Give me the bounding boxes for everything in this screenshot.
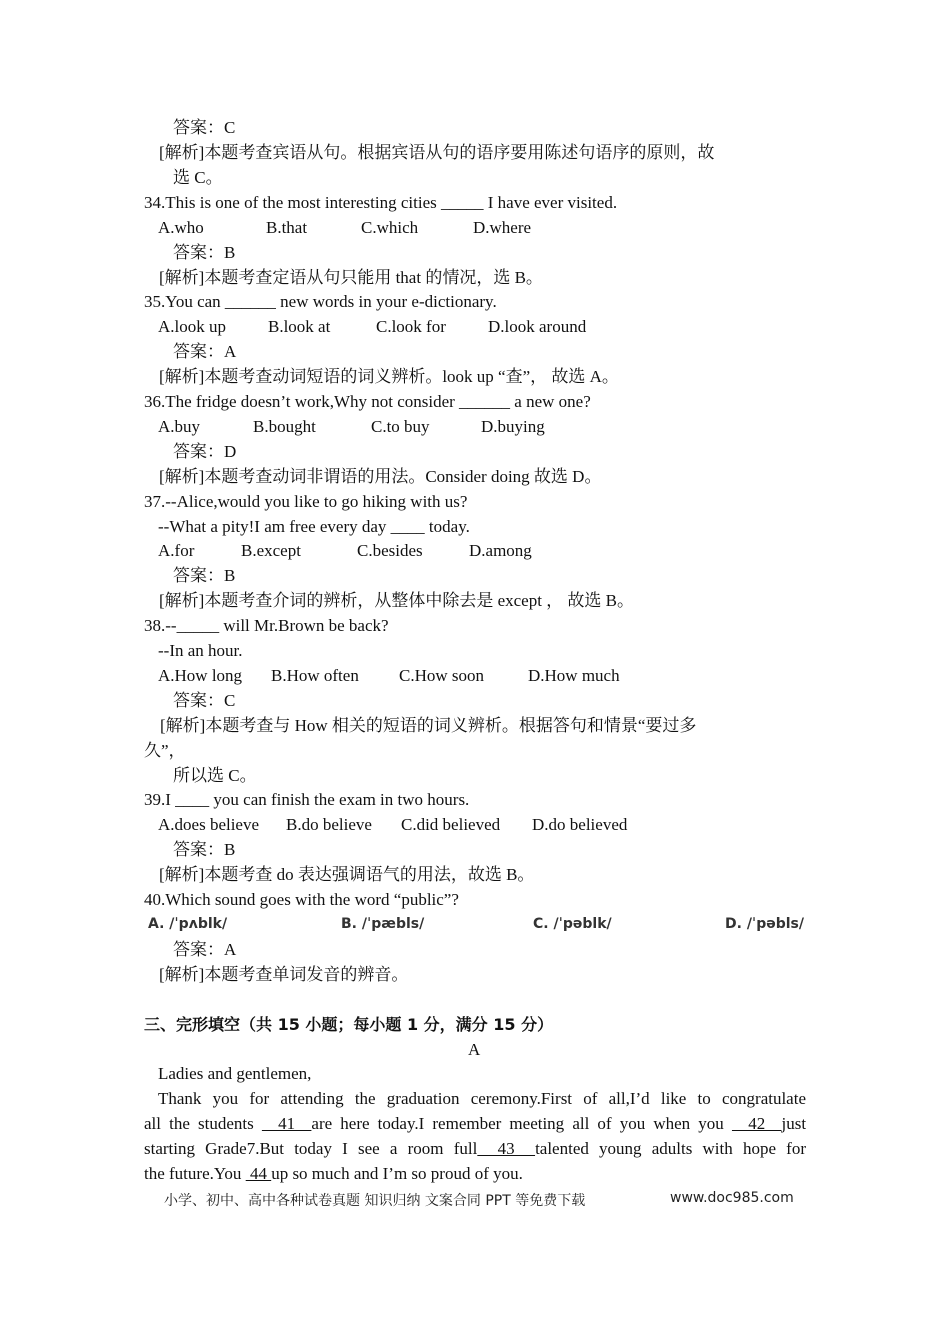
q38-stem: 38.--_____ will Mr.Brown be back? bbox=[144, 616, 389, 635]
q37-stem-reply: --What a pity!I am free every day ____ today. bbox=[158, 517, 470, 536]
q40-option-b: B. /ˈpæbls/ bbox=[341, 916, 425, 932]
q35-option-a: A.look up bbox=[158, 317, 226, 336]
q36-option-b: B.bought bbox=[253, 417, 316, 436]
q36-option-c: C.to buy bbox=[371, 417, 430, 436]
q38-option-b: B.How often bbox=[271, 666, 359, 685]
q39-option-a: A.does believe bbox=[158, 815, 260, 834]
q39-answer: 答案：B bbox=[173, 840, 236, 859]
q39-option-d: D.do believed bbox=[532, 815, 628, 834]
q34-option-a: A.who bbox=[158, 218, 204, 237]
q36-analysis: [解析]本题考查动词非谓语的用法。Consider doing 故选 D。 bbox=[159, 467, 602, 486]
q36-answer: 答案：D bbox=[173, 442, 237, 461]
q39-stem: 39.I ____ you can finish the exam in two hours. bbox=[144, 790, 470, 809]
q38-analysis-cont: 久”， bbox=[144, 741, 186, 760]
q40-stem: 40.Which sound goes with the word “public”? bbox=[144, 890, 459, 909]
passage-line-3: starting Grade7.But today I see a room full 43 talented young adults with hope for bbox=[144, 1139, 806, 1158]
section-heading: 三、完形填空（共 15 小题；每小题 1 分，满分 15 分） bbox=[144, 1015, 554, 1034]
q37-answer: 答案：B bbox=[173, 566, 236, 585]
q37-option-a: A.for bbox=[158, 541, 195, 560]
q37-option-b: B.except bbox=[241, 541, 301, 560]
q37-stem: 37.--Alice,would you like to go hiking with us? bbox=[144, 492, 468, 511]
q37-option-c: C.besides bbox=[357, 541, 423, 560]
footer-site-link[interactable]: www.doc985.com bbox=[670, 1190, 794, 1206]
q35-stem: 35.You can ______ new words in your e-dictionary. bbox=[144, 292, 497, 311]
q40-option-a: A. /ˈpʌblk/ bbox=[148, 916, 228, 932]
blank-41[interactable]: 41 bbox=[261, 1114, 312, 1133]
q38-analysis-end: 所以选 C。 bbox=[173, 766, 257, 785]
q34-option-c: C.which bbox=[361, 218, 419, 237]
q37-option-d: D.among bbox=[469, 541, 532, 560]
q40-analysis: [解析]本题考查单词发音的辨音。 bbox=[159, 965, 409, 984]
q38-option-c: C.How soon bbox=[399, 666, 485, 685]
q35-option-b: B.look at bbox=[268, 317, 331, 336]
q37-analysis: [解析]本题考查介词的辨析，从整体中除去是 except ， 故选 B。 bbox=[159, 591, 635, 610]
blank-42[interactable]: 42 bbox=[731, 1114, 782, 1133]
footer-text: 小学、初中、高中各种试卷真题 知识归纳 文案合同 PPT 等免费下载 bbox=[164, 1193, 586, 1209]
passage-line-1: Thank you for attending the graduation ceremony.First of all,I’d like to congratulate bbox=[158, 1089, 806, 1108]
q36-option-d: D.buying bbox=[481, 417, 545, 436]
passage-line-4: the future.You 44 up so much and I’m so proud of you. bbox=[144, 1164, 523, 1183]
q38-option-a: A.How long bbox=[158, 666, 243, 685]
q38-option-d: D.How much bbox=[528, 666, 620, 685]
q38-answer: 答案：C bbox=[173, 691, 236, 710]
q39-option-c: C.did believed bbox=[401, 815, 501, 834]
q33-answer: 答案：C bbox=[173, 118, 236, 137]
q35-option-d: D.look around bbox=[488, 317, 587, 336]
q33-analysis-cont: 选 C。 bbox=[173, 168, 223, 187]
q36-option-a: A.buy bbox=[158, 417, 201, 436]
q38-stem-reply: --In an hour. bbox=[158, 641, 243, 660]
blank-43[interactable]: 43 bbox=[477, 1139, 536, 1158]
q34-option-b: B.that bbox=[266, 218, 308, 237]
passage-label: A bbox=[468, 1040, 481, 1059]
passage-greeting: Ladies and gentlemen, bbox=[158, 1064, 312, 1083]
q39-option-b: B.do believe bbox=[286, 815, 372, 834]
q38-analysis: [解析]本题考查与 How 相关的短语的词义辨析。根据答句和情景“要过多 bbox=[160, 716, 697, 735]
q40-option-c: C. /ˈpəblk/ bbox=[533, 916, 612, 932]
q34-option-d: D.where bbox=[473, 218, 532, 237]
q40-answer: 答案：A bbox=[173, 940, 237, 959]
q40-option-d: D. /ˈpəbls/ bbox=[725, 916, 804, 932]
q35-option-c: C.look for bbox=[376, 317, 446, 336]
q34-stem: 34.This is one of the most interesting cities _____ I have ever visited. bbox=[144, 193, 618, 212]
q35-analysis: [解析]本题考查动词短语的词义辨析。look up “查”， 故选 A。 bbox=[159, 367, 619, 386]
q36-stem: 36.The fridge doesn’t work,Why not consider ______ a new one? bbox=[144, 392, 591, 411]
q35-answer: 答案：A bbox=[173, 342, 237, 361]
q33-analysis: [解析]本题考查宾语从句。根据宾语从句的语序要用陈述句语序的原则，故 bbox=[159, 143, 715, 162]
q34-answer: 答案：B bbox=[173, 243, 236, 262]
passage-line-2: all the students 41 are here today.I remember meeting all of you when you 42 just bbox=[144, 1114, 807, 1133]
blank-44[interactable]: 44 bbox=[245, 1164, 272, 1183]
q39-analysis: [解析]本题考查 do 表达强调语气的用法，故选 B。 bbox=[159, 865, 535, 884]
q34-analysis: [解析]本题考查定语从句只能用 that 的情况，选 B。 bbox=[159, 268, 543, 287]
